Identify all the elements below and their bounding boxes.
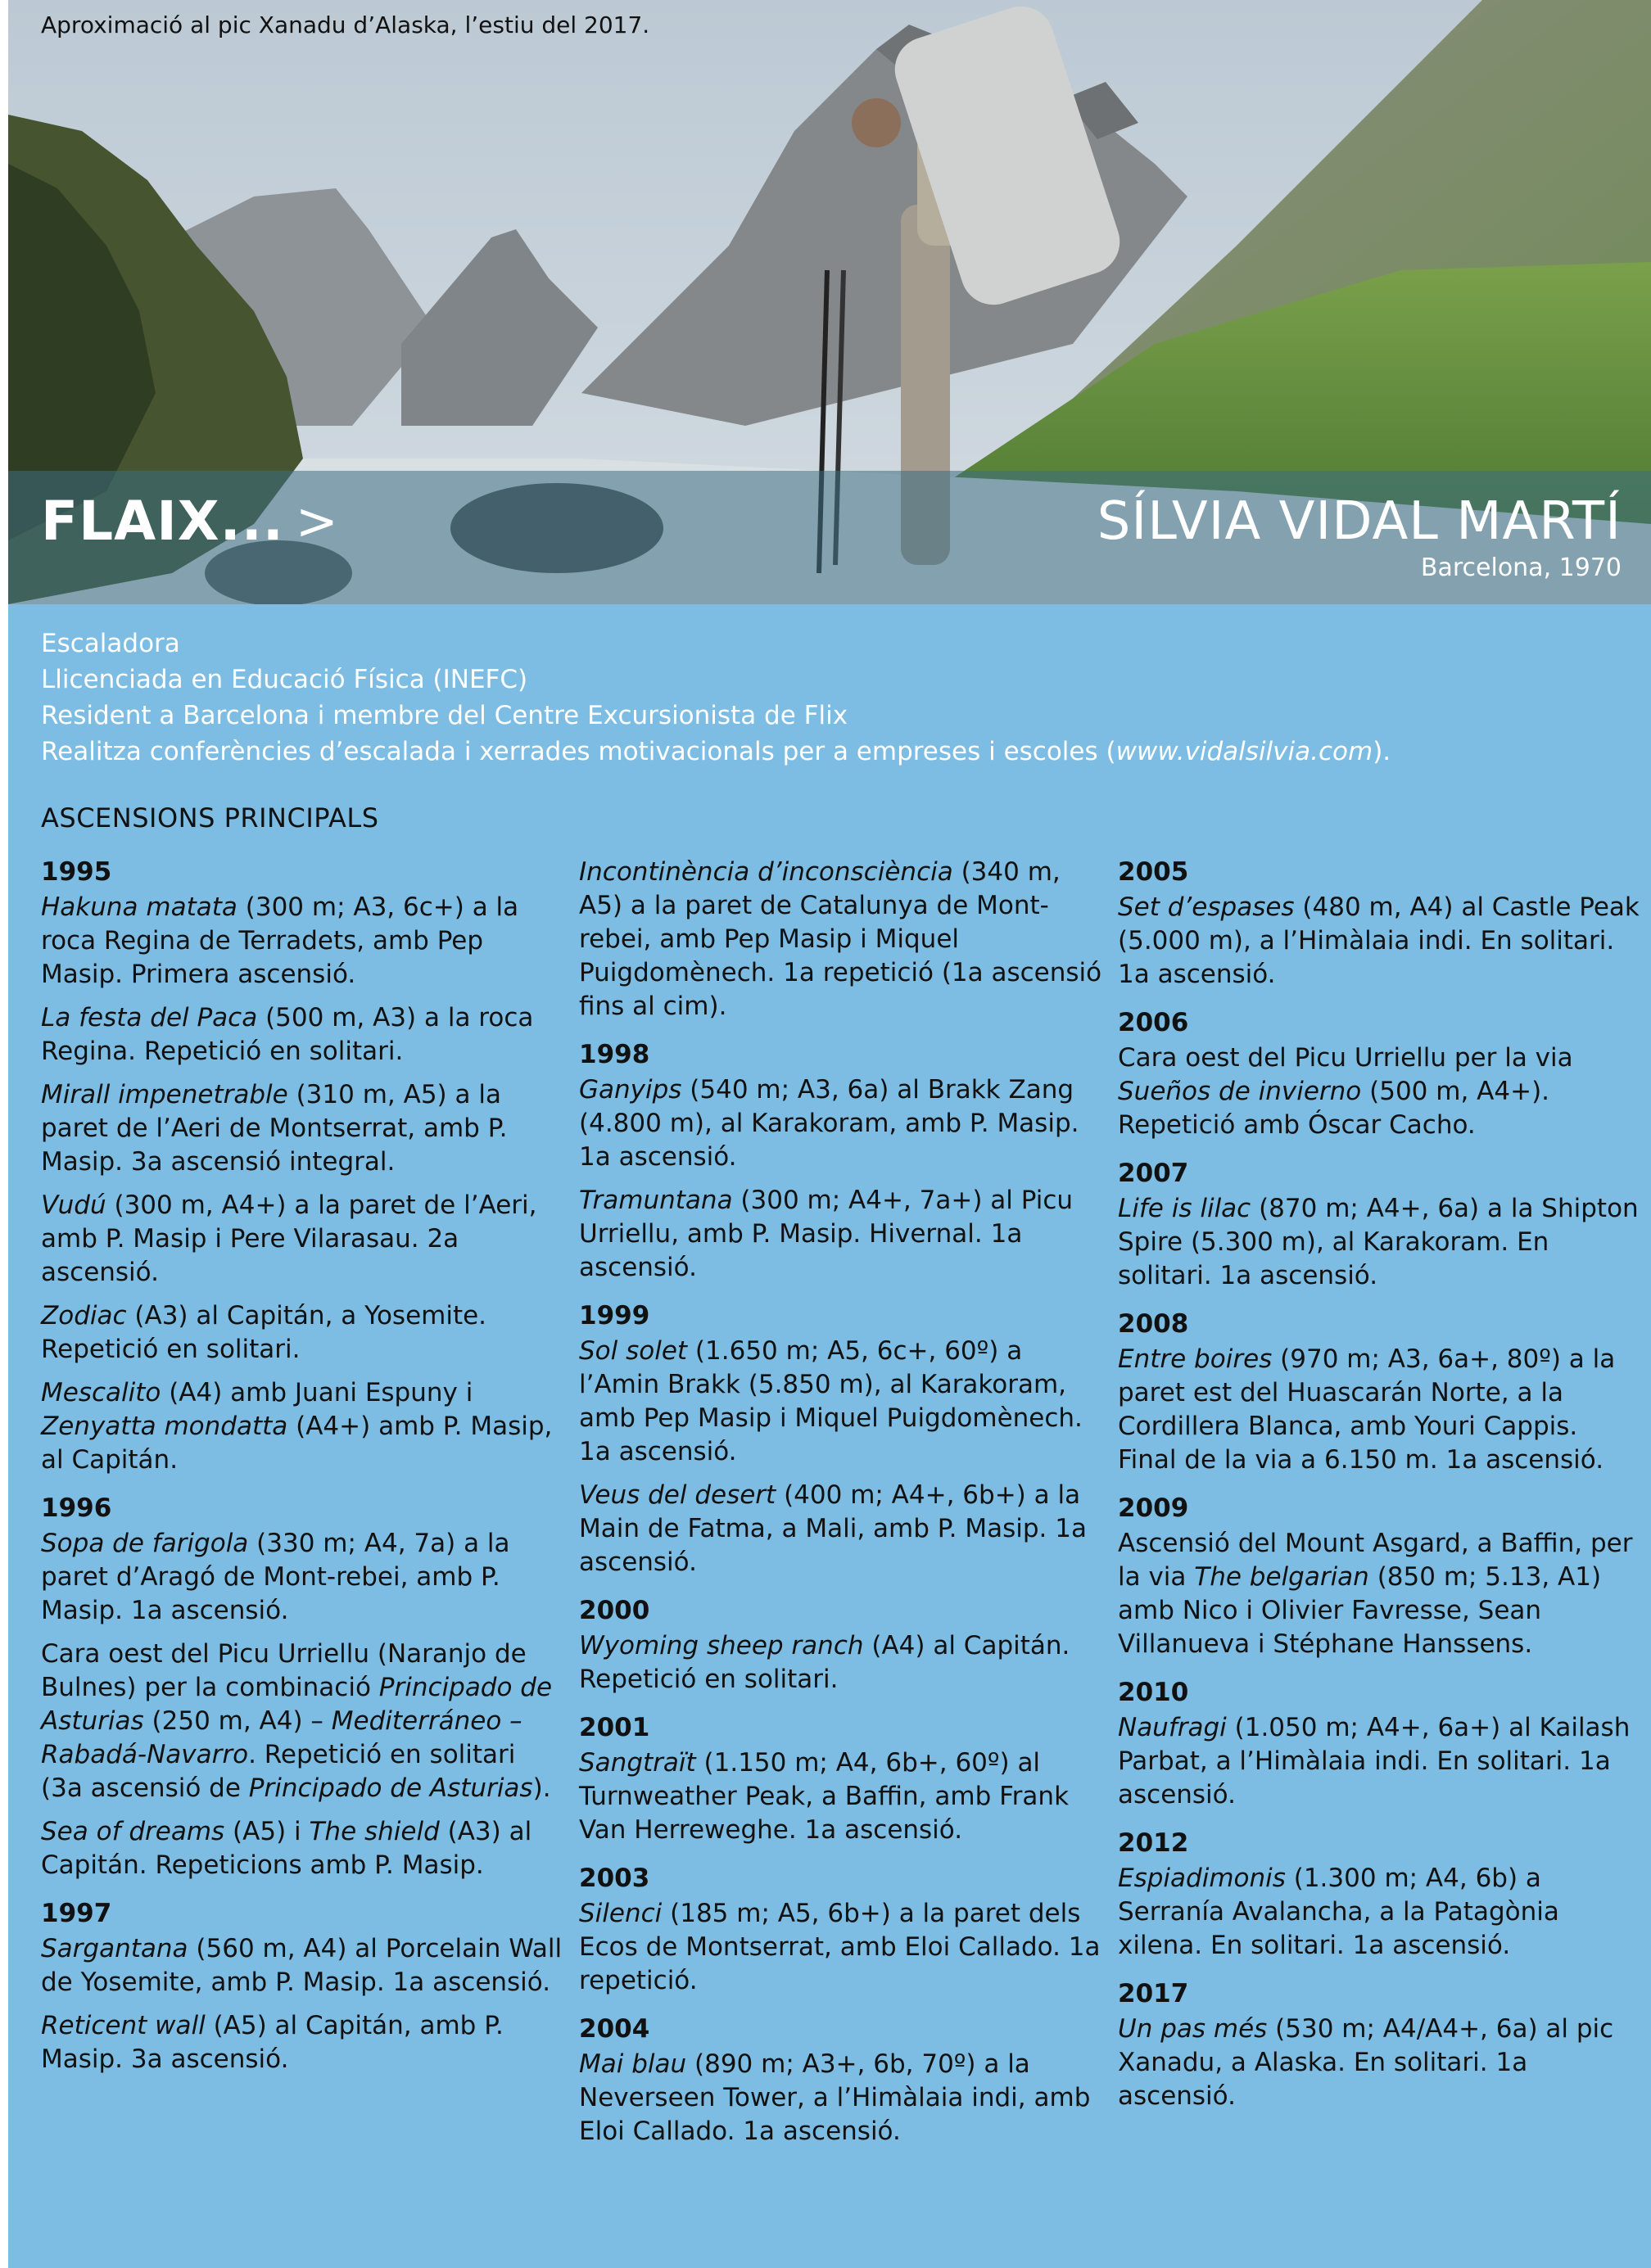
ascent-entry (579, 1897, 1103, 1998)
ascent-text: (970 m; A3, 6a+, 80º) a la paret est del Huascarán Norte, a la Cordillera Blanca, amb Youri Cappis. Final de la via a 6.150 m. 1a ascensió. (1118, 1344, 1616, 1475)
route-name: Zodiac (41, 1301, 127, 1331)
year-heading: 2008 (1118, 1309, 1189, 1339)
photo-caption: Aproximació al pic Xanadu d’Alaska, l’estiu del 2017. (41, 11, 650, 38)
ascent-text: (400 m; A4+, 6b+) a la Main de Fatma, a Mali, amb P. Masip. 1a ascensió. (579, 1480, 1087, 1577)
ascent-text: (A4+) amb P. Masip, al Capitán. (41, 1412, 553, 1475)
bio-line-profession: Escaladora (41, 629, 180, 658)
ascent-text: (300 m; A4+, 7a+) al Picu Urriellu, amb P. Masip. Hivernal. 1a ascensió. (579, 1186, 1074, 1282)
website-link[interactable]: www.vidalsilvia.com (1115, 737, 1373, 766)
ascent-entry (1118, 1862, 1642, 1963)
bio-line-talks (41, 734, 1391, 770)
ascent-entry (579, 1746, 1103, 1847)
year-heading: 2017 (1118, 1979, 1189, 2008)
hero-photo (8, 0, 1651, 604)
ascent-text: Ascensió del Mount Asgard, a Baffin, per la via (1118, 1529, 1633, 1592)
route-name: The shield (309, 1817, 440, 1846)
route-name: Sopa de farigola (41, 1529, 249, 1558)
ascent-text: (890 m; A3+, 6b, 70º) a la Neverseen Tower, a l’Himàlaia indi, amb Eloi Callado. 1a ascensió. (579, 2049, 1091, 2146)
route-name: Sea of dreams (41, 1817, 225, 1846)
ascent-text: (870 m; A4+, 6a) a la Shipton Spire (5.300 m), al Karakoram. En solitari. 1a ascensió. (1118, 1194, 1639, 1290)
route-name: Zenyatta mondatta (41, 1412, 288, 1441)
ascent-entry (1118, 1041, 1642, 1142)
route-name: Mediterráneo – Rabadá-Navarro (41, 1706, 522, 1769)
ascent-text: (330 m; A4, 7a) a la paret d’Aragó de Mont-rebei, amb P. Masip. 1a ascensió. (41, 1529, 510, 1625)
ascent-entry (579, 1073, 1103, 1174)
ascent-entry (41, 1189, 565, 1290)
ascent-entry (41, 891, 565, 992)
ascent-text: (300 m; A3, 6c+) a la roca Regina de Terradets, amb Pep Masip. Primera ascensió. (41, 892, 519, 989)
section-label (41, 490, 339, 553)
ascent-entry (41, 1932, 565, 1999)
section-label-text: FLAIX... (41, 490, 284, 553)
route-name: Sargantana (41, 1934, 188, 1963)
route-name: La festa del Paca (41, 1003, 258, 1032)
ascents-column-2 (579, 856, 1103, 2148)
ascent-entry (41, 1376, 565, 1477)
year-heading: 1998 (579, 1040, 650, 1069)
bio-line-talks-end: ). (1373, 737, 1391, 766)
ascent-entry (579, 2048, 1103, 2148)
ascent-text: (560 m, A4) al Porcelain Wall de Yosemite, amb P. Masip. 1a ascensió. (41, 1934, 563, 1997)
route-name: Un pas més (1118, 2014, 1268, 2044)
ascent-entry (1118, 2013, 1642, 2113)
ascent-entry (1118, 1192, 1642, 1293)
route-name: Naufragi (1118, 1713, 1227, 1742)
birth-info: Barcelona, 1970 (1420, 553, 1622, 582)
ascent-text: . Repetició en solitari (3a ascensió de (41, 1740, 516, 1803)
page-edge (0, 0, 8, 2268)
bio-block (41, 626, 1391, 770)
route-name: Silenci (579, 1899, 663, 1928)
ascent-text: Cara oest del Picu Urriellu (Naranjo de Bulnes) per la combinació (41, 1639, 527, 1702)
route-name: Mai blau (579, 2049, 687, 2079)
route-name: Sangtraït (579, 1748, 696, 1778)
route-name: Hakuna matata (41, 892, 237, 922)
route-name: Vudú (41, 1190, 106, 1220)
route-name: Mirall impenetrable (41, 1080, 288, 1109)
route-name: Principado de Asturias (41, 1673, 553, 1736)
ascent-text: ). (532, 1773, 551, 1803)
ascent-text: (500 m, A4+). Repetició amb Óscar Cacho. (1118, 1077, 1550, 1140)
ascent-text: (A5) al Capitán, amb P. Masip. 3a ascensió. (41, 2011, 504, 2074)
bio-line-degree: Llicenciada en Educació Física (INEFC) (41, 665, 528, 694)
ascents-column-3 (1118, 856, 1642, 2113)
route-name: Entre boires (1118, 1344, 1273, 1374)
route-name: The belgarian (1194, 1562, 1369, 1592)
route-name: Sueños de invierno (1118, 1077, 1362, 1106)
ascent-text: (1.150 m; A4, 6b+, 60º) al Turnweather Peak, a Baffin, amb Frank Van Herreweghe. 1a ascensió. (579, 1748, 1070, 1845)
ascent-text: (A3) al Capitán, a Yosemite. Repetició en solitari. (41, 1301, 487, 1364)
ascent-entry (579, 1335, 1103, 1469)
ascent-entry (1118, 1343, 1642, 1477)
ascent-text: (A4) amb Juani Espuny i (161, 1378, 473, 1407)
year-heading: 2010 (1118, 1678, 1189, 1707)
year-heading: 2004 (579, 2014, 650, 2044)
ascent-text: (1.650 m; A5, 6c+, 60º) a l’Amin Brakk (5.850 m), al Karakoram, amb Pep Masip i Miquel Puigdomènech. 1a ascensió. (579, 1336, 1083, 1466)
ascent-text: (300 m, A4+) a la paret de l’Aeri, amb P. Masip i Pere Vilarasau. 2a ascensió. (41, 1190, 537, 1287)
year-heading: 2006 (1118, 1008, 1189, 1037)
ascents-column-1 (41, 856, 565, 2076)
section-title: ASCENSIONS PRINCIPALS (41, 802, 379, 834)
ascent-entry (41, 1001, 565, 1068)
ascent-text: (850 m; 5.13, A1) amb Nico i Olivier Favresse, Sean Villanueva i Stéphane Hanssens. (1118, 1562, 1602, 1659)
year-heading: 2007 (1118, 1159, 1189, 1188)
year-heading: 2012 (1118, 1828, 1189, 1858)
ascent-text: (530 m; A4/A4+, 6a) al pic Xanadu, a Alaska. En solitari. 1a ascensió. (1118, 2014, 1614, 2111)
ascent-text: (310 m, A5) a la paret de l’Aeri de Montserrat, amb P. Masip. 3a ascensió integral. (41, 1080, 508, 1177)
route-name: Espiadimonis (1118, 1864, 1286, 1893)
ascent-text: (500 m, A3) a la roca Regina. Repetició en solitari. (41, 1003, 534, 1066)
ascent-text: Cara oest del Picu Urriellu per la via (1118, 1043, 1573, 1073)
ascent-text: (540 m; A3, 6a) al Brakk Zang (4.800 m), al Karakoram, amb P. Masip. 1a ascensió. (579, 1075, 1079, 1172)
ascent-entry (41, 2009, 565, 2076)
ascent-entry (579, 856, 1103, 1023)
ascent-entry (579, 1479, 1103, 1579)
year-heading: 2005 (1118, 857, 1189, 887)
year-heading: 1995 (41, 857, 112, 887)
bio-line-residence: Resident a Barcelona i membre del Centre Excursionista de Flix (41, 701, 848, 730)
ascent-entry (1118, 1527, 1642, 1661)
year-heading: 1996 (41, 1493, 112, 1523)
year-heading: 2003 (579, 1864, 650, 1893)
year-heading: 2000 (579, 1596, 650, 1625)
year-heading: 2009 (1118, 1493, 1189, 1523)
route-name: Principado de Asturias (248, 1773, 533, 1803)
route-name: Wyoming sheep ranch (579, 1631, 864, 1660)
chevron-right-icon: > (295, 491, 339, 551)
route-name: Sol solet (579, 1336, 688, 1366)
route-name: Reticent wall (41, 2011, 206, 2040)
ascent-entry (1118, 891, 1642, 992)
ascent-text: (1.050 m; A4+, 6a+) al Kailash Parbat, a l’Himàlaia indi. En solitari. 1a ascensió. (1118, 1713, 1631, 1809)
ascent-entry (579, 1184, 1103, 1285)
ascent-text: (480 m, A4) al Castle Peak (5.000 m), a l’Himàlaia indi. En solitari. 1a ascensió. (1118, 892, 1640, 989)
route-name: Ganyips (579, 1075, 682, 1105)
year-heading: 2001 (579, 1713, 650, 1742)
ascent-entry (1118, 1711, 1642, 1812)
ascent-text: (185 m; A5, 6b+) a la paret dels Ecos de Montserrat, amb Eloi Callado. 1a repetició. (579, 1899, 1101, 1995)
person-name: SÍLVIA VIDAL MARTÍ (1097, 491, 1622, 552)
route-name: Tramuntana (579, 1186, 733, 1215)
ascent-text: (1.300 m; A4, 6b) a Serranía Avalancha, a la Patagònia xilena. En solitari. 1a ascensió. (1118, 1864, 1559, 1960)
bio-line-talks-text: Realitza conferències d’escalada i xerrades motivacionals per a empreses i escoles ( (41, 737, 1116, 766)
ascent-entry (41, 1078, 565, 1179)
ascent-entry (579, 1629, 1103, 1696)
ascent-entry (41, 1527, 565, 1628)
ascent-text: (250 m, A4) – (143, 1706, 332, 1736)
ascent-entry (41, 1299, 565, 1367)
year-heading: 1999 (579, 1301, 650, 1331)
route-name: Veus del desert (579, 1480, 776, 1510)
ascent-entry (41, 1638, 565, 1805)
route-name: Incontinència d’inconsciència (579, 857, 953, 887)
year-heading: 1997 (41, 1899, 112, 1928)
route-name: Set d’espases (1118, 892, 1295, 922)
route-name: Life is lilac (1118, 1194, 1251, 1223)
ascent-text: (A5) i (224, 1817, 310, 1846)
ascent-text: (A3) al Capitán. Repeticions amb P. Masip. (41, 1817, 532, 1880)
ascent-text: (A4) al Capitán. Repetició en solitari. (579, 1631, 1070, 1694)
ascent-entry (41, 1815, 565, 1882)
route-name: Mescalito (41, 1378, 161, 1407)
ascent-text: (340 m, A5) a la paret de Catalunya de Mont-rebei, amb Pep Masip i Miquel Puigdomènech. 1a repetició (1a ascensió fins al cim). (579, 857, 1102, 1021)
